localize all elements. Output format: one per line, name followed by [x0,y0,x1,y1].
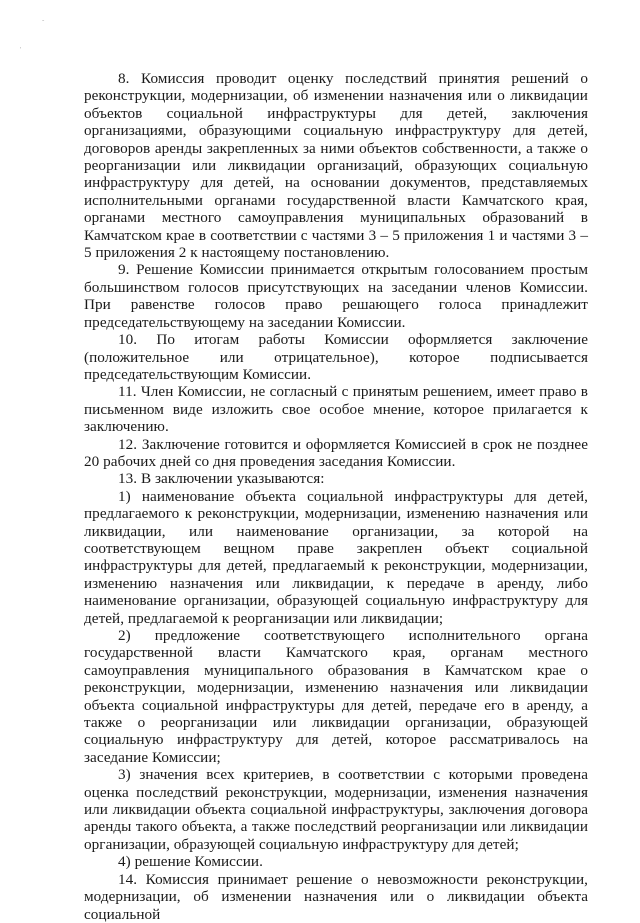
document-body [84,70,588,923]
list-item-3: 3) значения всех критериев, в соответствии с которыми проведена оценка последствий реконструкции, модернизации, изменения назначения или ликвидации объекта социальной инфраструктуры, заключения договора аренды такого объекта, а также последствий реорганизации или ликвидации организации, образующей социальную инфраструктуру для детей; [84,766,588,853]
paragraph-8: 8. Комиссия проводит оценку последствий принятия решений о реконструкции, модернизации, об изменении назначения или о ликвидации объектов социальной инфраструктуры для детей, заключения организациями, образующими социальную инфраструктуру для детей, договоров аренды закрепленных за ними объектов собственности, а также о реорганизации или ликвидации организаций, образующих социальную инфраструктуру для детей, на основании документов, представляемых исполнительными органами государственной власти Камчатского края, органами местного самоуправления муниципальных образований в Камчатском крае в соответствии с частями 3 – 5 приложения 1 и частями 3 – 5 приложения 2 к настоящему постановлению. [84,70,588,262]
scan-mark: - [42,16,45,24]
paragraph-13: 13. В заключении указываются: [118,470,325,488]
list-item-2: 2) предложение соответствующего исполнительного органа государственной власти Камчатского края, органам местного самоуправления муниципального образования в Камчатском крае о реконструкции, модернизации, изменению назначения или ликвидации объекта социальной инфраструктуры для детей, передаче его в аренду, а также о реорганизации или ликвидации организации, образующей социальную инфраструктуру для детей, которое рассматривалось на заседание Комиссии; [84,627,588,766]
paragraph-11: 11. Член Комиссии, не согласный с принятым решением, имеет право в письменном виде изложить свое особое мнение, которое прилагается к заключению. [84,383,588,436]
scan-mark: ' [20,46,22,54]
paragraph-12: 12. Заключение готовится и оформляется Комиссией в срок не позднее 20 рабочих дней со дня проведения заседания Комиссии. [84,435,588,470]
paragraph-14: 14. Комиссия принимает решение о невозможности реконструкции, модернизации, об изменении назначения или о ликвидации объекта социальной [84,870,588,923]
list-item-1: 1) наименование объекта социальной инфраструктуры для детей, предлагаемого к реконструкции, модернизации, изменению назначения или ликвидации, или наименование организации, за которой на соответствующем вещном праве закреплен объект социальной инфраструктуры для детей, предлагаемый к реконструкции, модернизации, изменению назначения или ликвидации, к передаче в аренду, либо наименование организации, образующей социальную инфраструктуру для детей, предлагаемой к реорганизации или ликвидации; [84,487,588,627]
list-item-4: 4) решение Комиссии. [118,853,263,871]
paragraph-10: 10. По итогам работы Комиссии оформляется заключение (положительное или отрицательное), которое подписывается председательствующим Комиссии. [84,331,588,383]
paragraph-9: 9. Решение Комиссии принимается открытым голосованием простым большинством голосов присутствующих на заседании членов Комиссии. При равенстве голосов право решающего голоса принадлежит председательствующему на заседании Комиссии. [84,261,588,331]
